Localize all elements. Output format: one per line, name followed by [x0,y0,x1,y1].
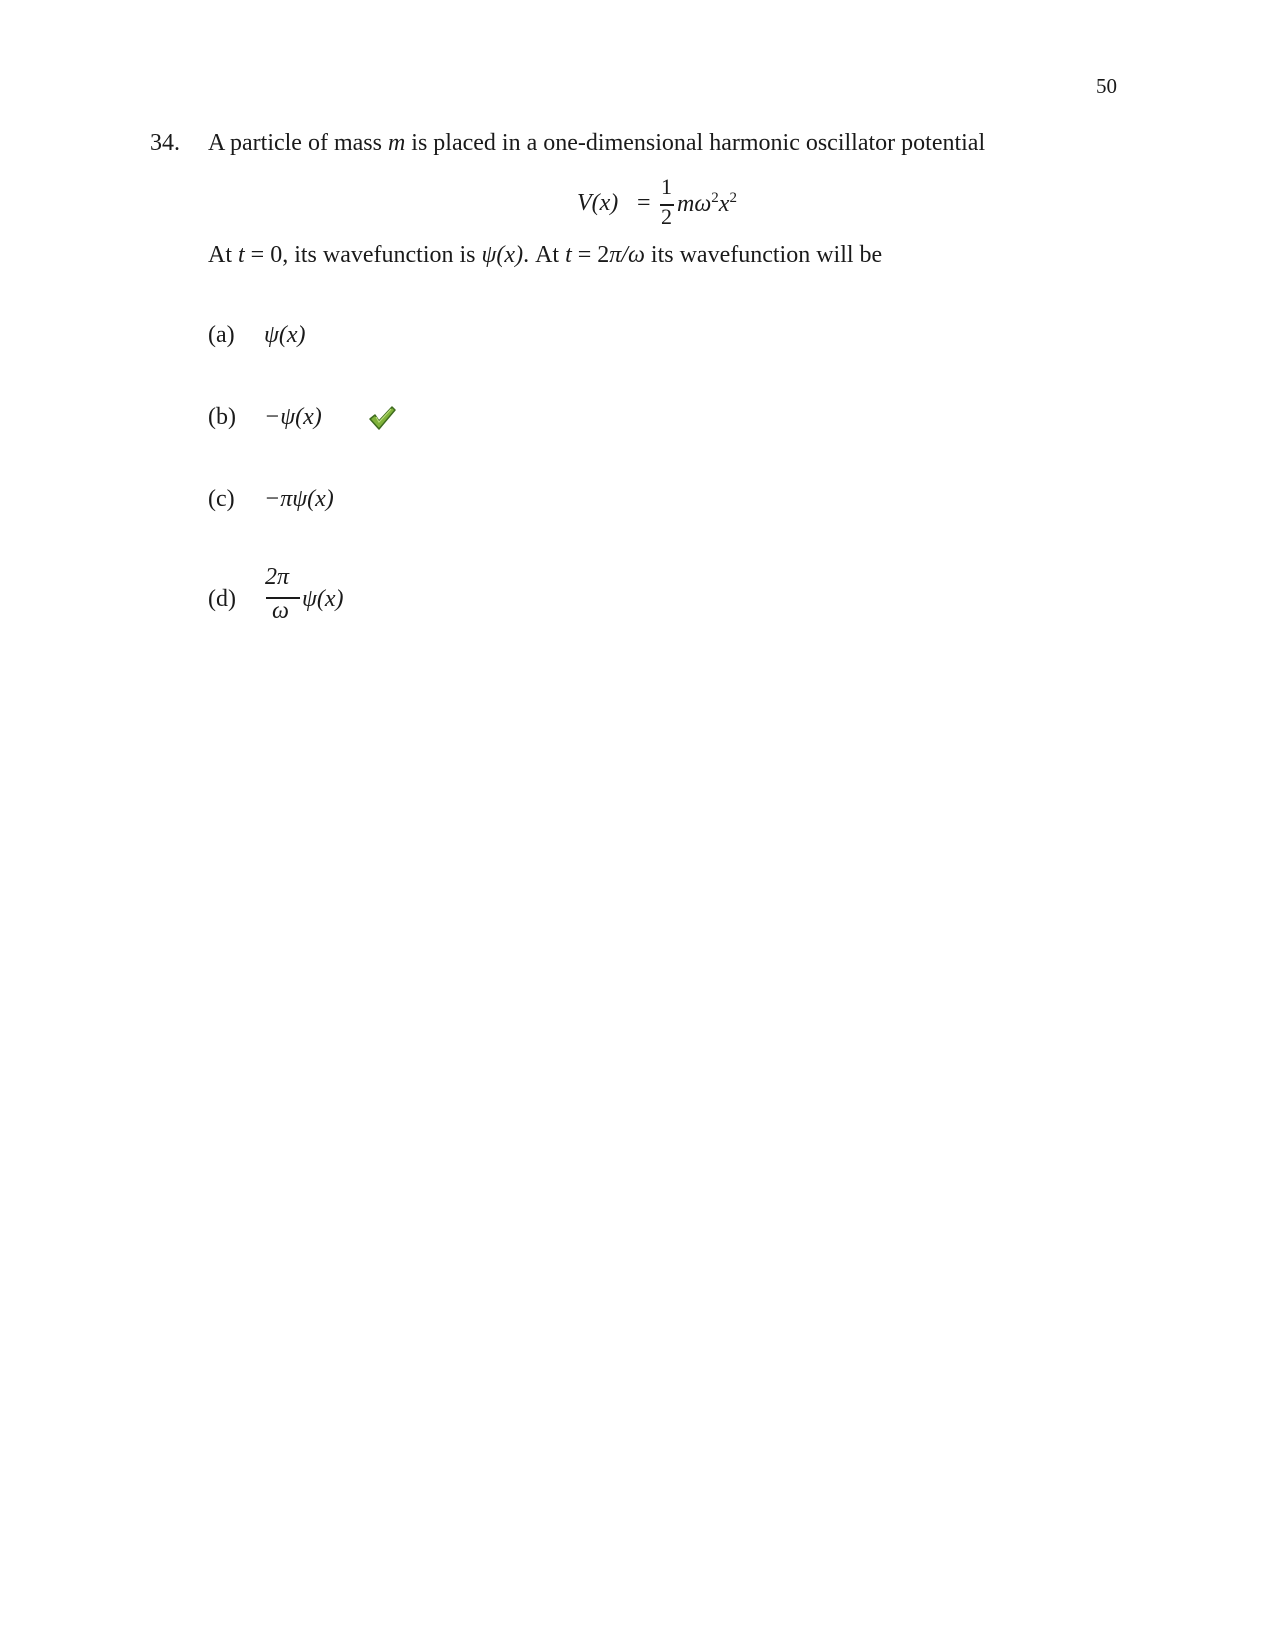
equation-fraction-numerator: 1 [661,174,672,199]
option-label: (a) [208,322,235,348]
option-label: (b) [208,404,236,430]
option-fraction-denominator: ω [272,598,289,624]
option-label: (d) [208,586,236,612]
option-fraction-numerator: 2π [265,564,290,590]
option-expression: ψ(x) [264,322,306,348]
option-expression: −πψ(x) [264,486,334,512]
option-expression: −ψ(x) [264,404,322,430]
stem-prefix: A particle of mass [208,130,388,156]
option-expression: ψ(x) [302,586,344,612]
check-mark-icon [368,404,396,432]
option-label: (c) [208,486,235,512]
question-sub-stem: At t = 0, its wavefunction is ψ(x). At t = 2π/ω its wavefunction will be [208,242,883,268]
equation-fraction-denominator: 2 [661,204,672,229]
question-number: 34. [150,130,180,156]
stem-variable: m [387,130,406,156]
question-stem [208,130,985,157]
equation-equals: = [637,190,651,216]
equation-rhs: $m\omega^2x^2$ [677,190,737,217]
page-number: 50 [1096,74,1117,98]
stem-suffix: is placed in a one-dimensional harmonic oscillator potential [405,130,986,156]
equation-lhs: V(x) [577,190,619,216]
